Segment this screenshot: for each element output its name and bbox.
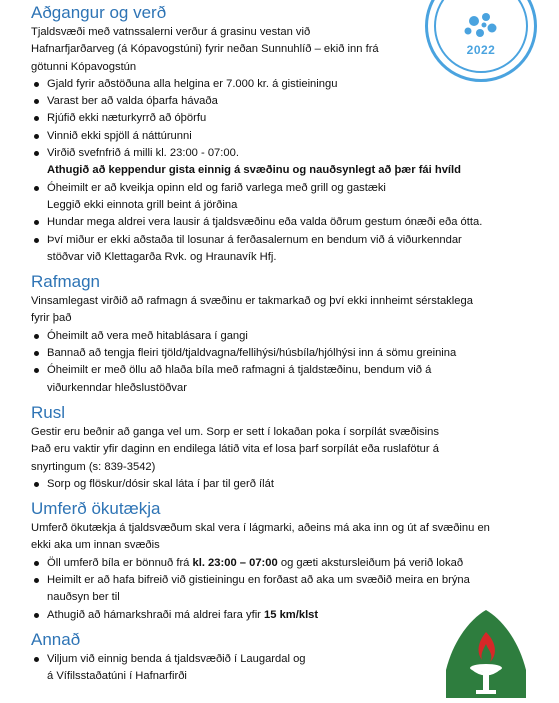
item-text: Rjúfið ekki næturkyrrð að óþörfu — [47, 112, 207, 125]
text-line: Hafnarfjarðarveg (á Kópavogstúni) fyrir neðan Sunnuhlíð – ekið inn frá — [31, 43, 379, 56]
item-text: Heimilt er að hafa bifreið við gistieiningu en forðast að aka um svæðið meira en brýna — [47, 574, 470, 587]
bullet-list — [31, 76, 501, 266]
list-item — [31, 328, 501, 345]
item-note: Athugið að keppendur gista einnig á svæðinu og nauðsynlegt að þær fái hvíld — [47, 164, 461, 177]
list-item — [31, 345, 501, 362]
item-text-end: og gæti akstursleiðum þá verið lokað — [277, 556, 464, 569]
list-item — [31, 110, 501, 127]
list-item — [31, 76, 501, 93]
item-text: Hundar mega aldrei vera lausir á tjaldsvæðinu eða valda öðrum gestum ónæði eða ótta. — [47, 216, 483, 229]
list-item — [31, 232, 501, 267]
item-text: Sorp og flöskur/dósir skal láta í þar til gerð ílát — [47, 477, 274, 490]
section-garbage — [31, 400, 501, 493]
item-text: Bannað að tengja fleiri tjöld/tjaldvagna/fellihýsi/húsbíla/hjólhýsi inn á sömu greinina — [47, 347, 457, 360]
paragraph — [31, 424, 501, 476]
list-item — [31, 651, 501, 686]
torch-badge-icon — [442, 608, 530, 698]
paragraph — [31, 293, 501, 328]
item-text-cont: Leggið ekki einnota grill beint á jörðina — [47, 198, 238, 211]
item-text: Því miður er ekki aðstaða til losunar á ferðasalernum en bendum við á viðurkenndar — [47, 233, 462, 246]
section-other — [31, 627, 501, 686]
text-line: Gestir eru beðnir að ganga vel um. Sorp er sett í lokaðan poka í sorpílát svæðisins — [31, 425, 439, 438]
list-item — [31, 476, 501, 493]
list-item — [31, 572, 501, 607]
list-item — [31, 180, 501, 215]
text-line: fyrir það — [31, 312, 72, 325]
document-body — [31, 0, 501, 689]
section-title: Umferð ökutækja — [31, 499, 161, 519]
text-line: Það eru vaktir yfir daginn en endilega látið vita ef losa þarf sorpílát eða ruslafötur á — [31, 443, 439, 456]
section-title: Aðgangur og verð — [31, 3, 167, 22]
text-line: Vinsamlegast virðið að rafmagn á svæðinu er takmarkað og því ekki innheimt sérstaklega — [31, 295, 473, 308]
section-electricity — [31, 269, 501, 397]
item-text: Vinnið ekki spjöll á náttúrunni — [47, 129, 192, 142]
paragraph — [31, 24, 501, 76]
item-text: Viljum við einnig benda á tjaldsvæðið í Laugardal og — [47, 652, 306, 665]
bullet-list — [31, 651, 501, 686]
item-text-cont: stöðvar við Klettagarða Rvk. og Hraunavík Hfj. — [47, 250, 277, 263]
bullet-list — [31, 328, 501, 397]
item-bold-time: kl. 23:00 – 07:00 — [192, 556, 278, 569]
item-bold-speed: 15 km/klst — [264, 608, 319, 621]
list-item — [31, 555, 501, 572]
list-item — [31, 145, 501, 180]
torch-badge — [442, 608, 530, 698]
list-item — [31, 128, 501, 145]
text-line: götunni Kópavogstún — [31, 60, 137, 73]
list-item — [31, 607, 501, 624]
text-line: Umferð ökutækja á tjaldsvæðum skal vera í lágmarki, aðeins má aka inn og út af svæðinu en — [31, 522, 490, 535]
section-access-and-price — [31, 0, 501, 266]
item-text: Óheimilt er með öllu að hlaða bíla með rafmagni á tjaldstæðinu, bendum við á — [47, 364, 432, 377]
list-item — [31, 93, 501, 110]
item-text: Athugið að hámarkshraði má aldrei fara yfir — [47, 608, 265, 621]
item-text-cont: á Vífilsstaðatúni í Hafnarfirði — [47, 670, 187, 683]
section-title: Rafmagn — [31, 272, 100, 292]
bullet-list — [31, 476, 501, 493]
item-text: Öll umferð bíla er bönnuð frá — [47, 556, 193, 569]
logo-year: 2022 — [466, 43, 496, 57]
item-text: Óheimilt að vera með hitablásara í gangi — [47, 329, 248, 342]
item-text: Óheimilt er að kveikja opinn eld og farið varlega með grill og gastæki — [47, 181, 386, 194]
text-line: snyrtingum (s: 839-3542) — [31, 460, 156, 473]
item-text: Varast ber að valda óþarfa hávaða — [47, 95, 218, 108]
item-text: Virðið svefnfrið á milli kl. 23:00 - 07:00. — [47, 147, 239, 160]
paragraph — [31, 520, 501, 555]
section-title: Rusl — [31, 402, 66, 422]
text-line: Tjaldsvæði með vatnssalerni verður á grasinu vestan við — [31, 26, 311, 38]
bullet-list — [31, 555, 501, 624]
text-line: ekki aka um innan svæðis — [31, 539, 160, 552]
item-text-cont: nauðsyn ber til — [47, 591, 120, 604]
list-item — [31, 214, 501, 231]
item-text: Gjald fyrir aðstöðuna alla helgina er 7.000 kr. á gistieiningu — [47, 77, 338, 90]
section-vehicle-traffic — [31, 496, 501, 624]
list-item — [31, 362, 501, 397]
section-title: Annað — [31, 629, 81, 649]
item-text-cont: viðurkenndar hleðslustöðvar — [47, 381, 187, 394]
